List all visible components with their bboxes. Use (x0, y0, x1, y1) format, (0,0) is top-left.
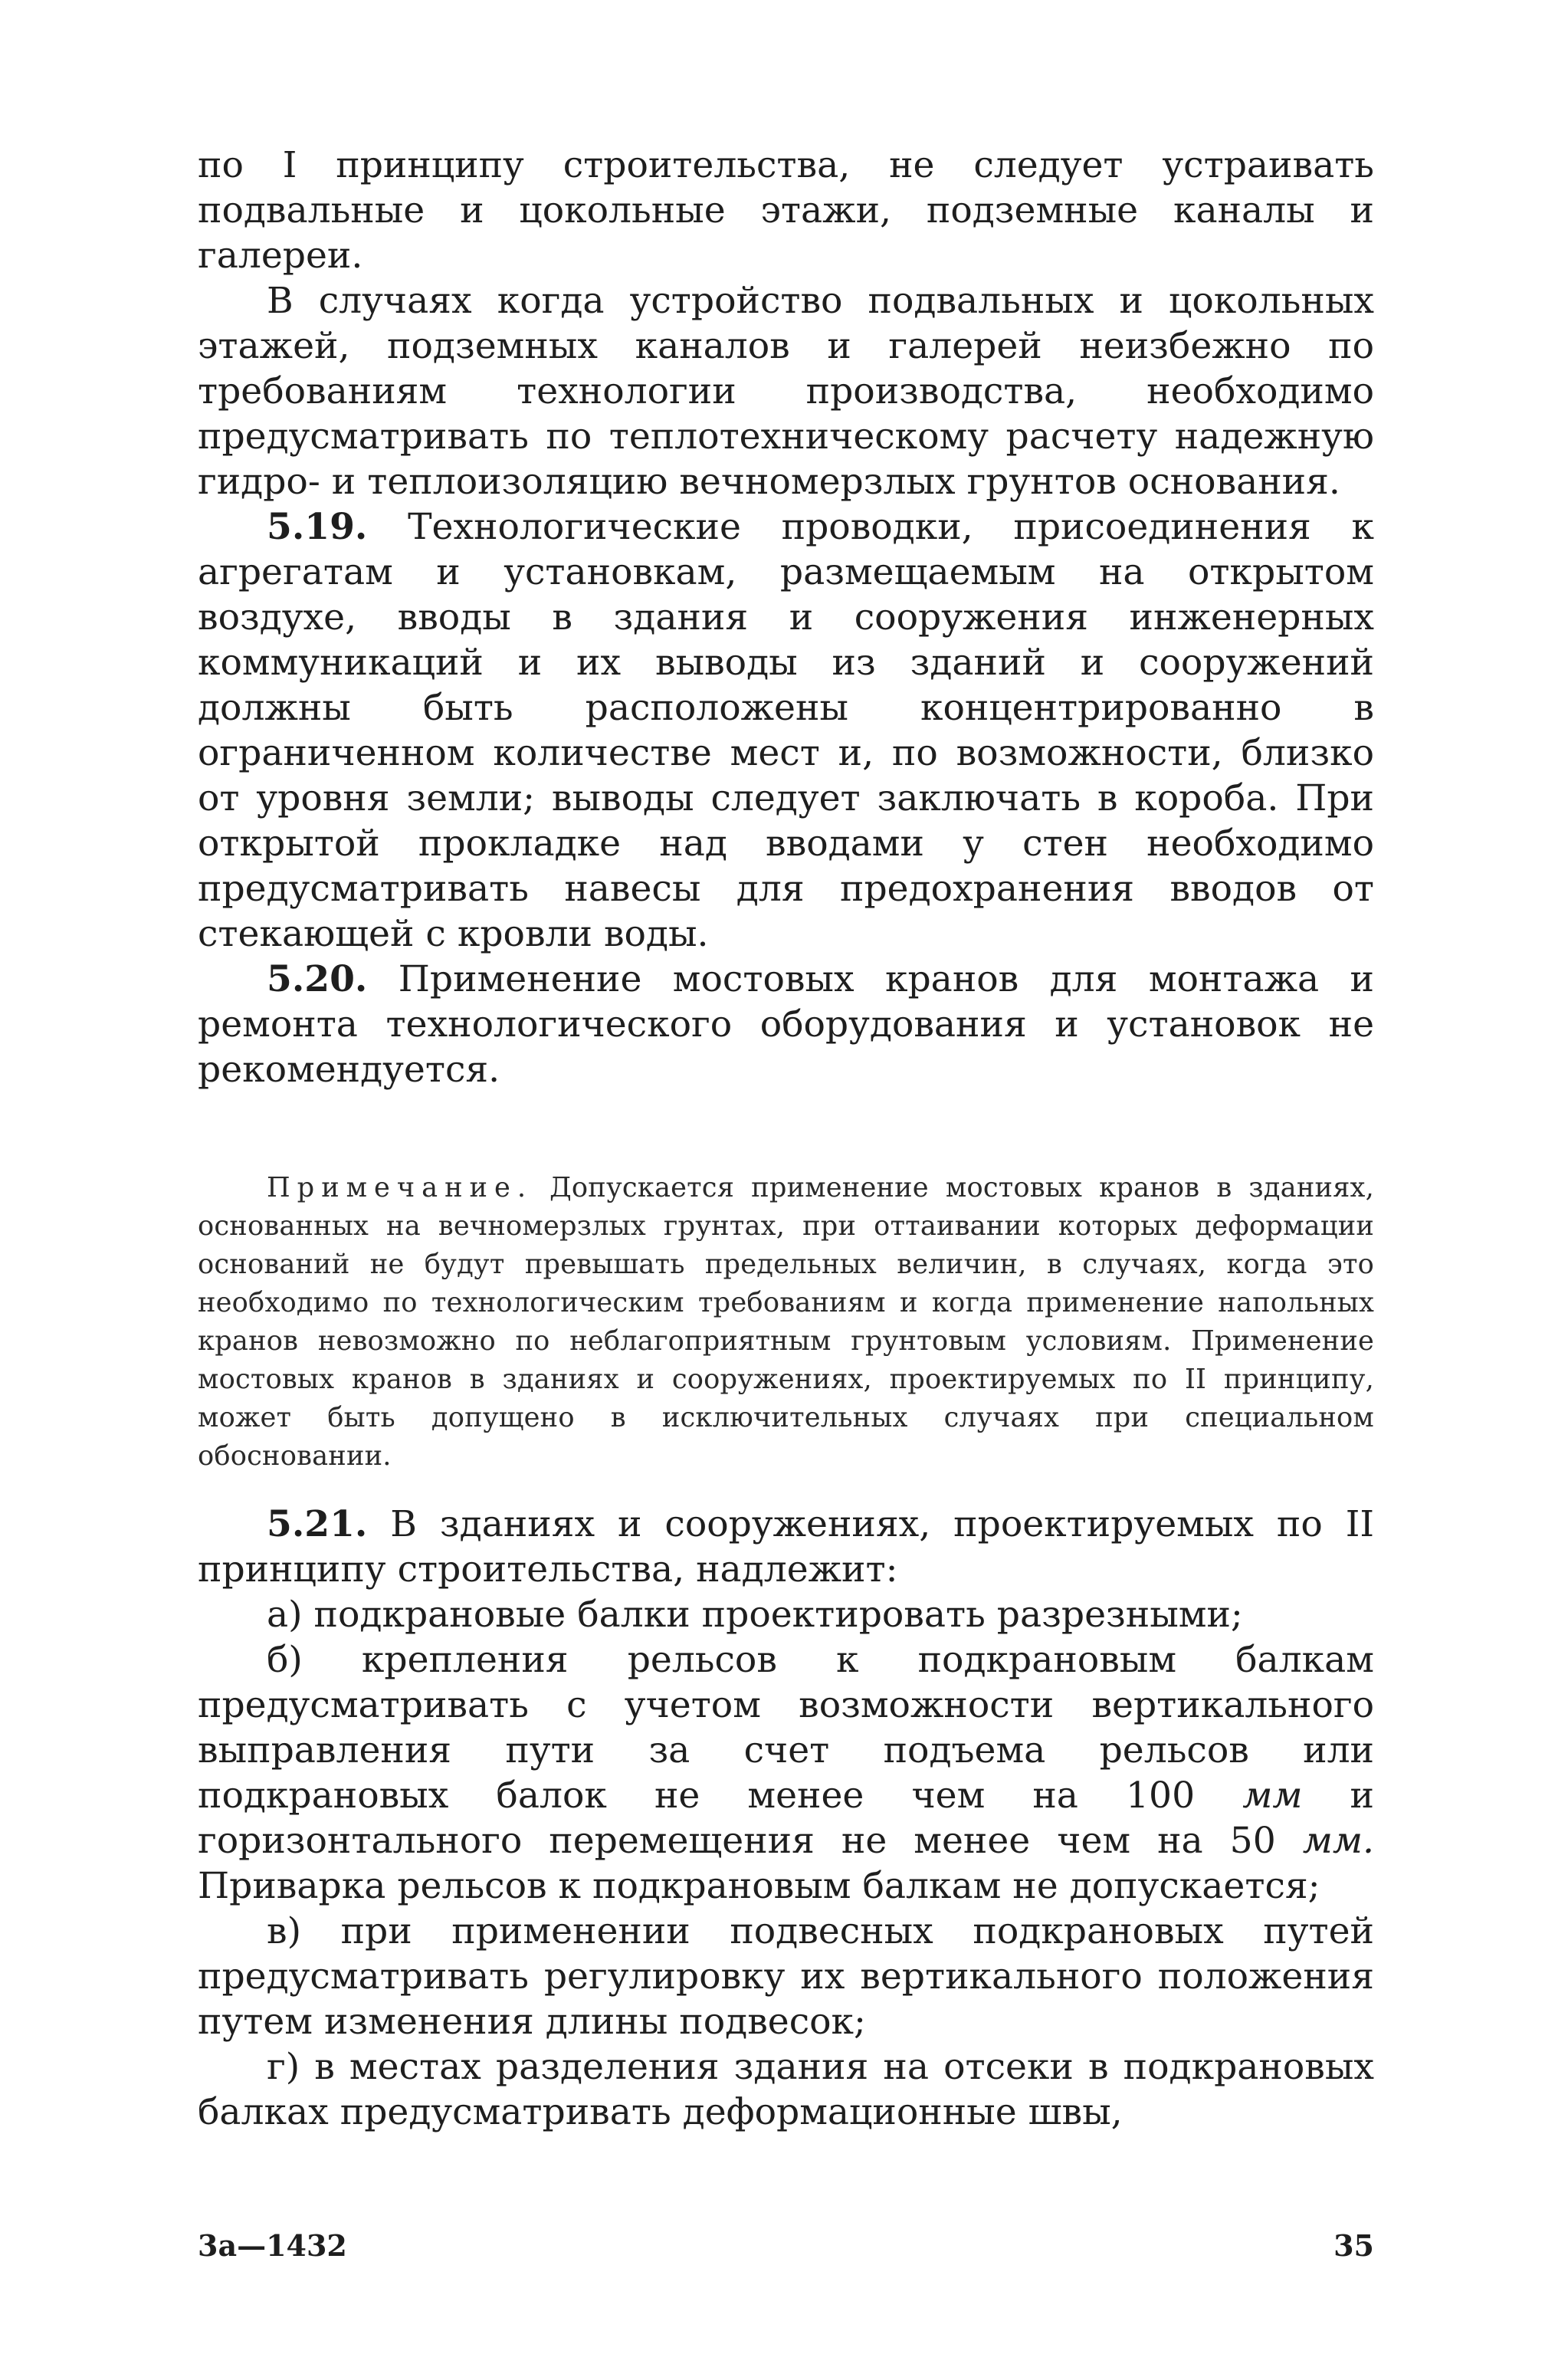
note-block (198, 1169, 1374, 1476)
clause-5-20 (198, 957, 1374, 1092)
list-item-text: г) в местах разделения здания на отсеки в подкрановых балках предусматривать деформационные швы, (198, 2046, 1374, 2133)
list-item-g (198, 2044, 1374, 2135)
unit-mm: мм (1242, 1775, 1303, 1817)
page-body (198, 143, 1374, 2135)
page-number: 35 (1333, 2228, 1374, 2263)
list-item-text: а) подкрановые балки проектировать разрезными; (267, 1594, 1243, 1636)
paragraph-continuation (198, 143, 1374, 278)
clause-5-21 (198, 1502, 1374, 1592)
list-item-text: в) при применении подвесных подкрановых путей предусматривать регулировку их вертикального положения путем изменения длины подвесок; (198, 1910, 1374, 2043)
list-item-b (198, 1637, 1374, 1909)
clause-text: В зданиях и сооружениях, проектируемых по II принципу строительства, надлежит: (198, 1503, 1374, 1591)
unit-mm: мм. (1302, 1820, 1374, 1862)
note-text: Допускается применение мостовых кранов в зданиях, основанных на вечномерзлых грунтах, при оттаивании которых деформации оснований не будут превышать предельных величин, в случаях, когда это необходимо по технологическим требованиям и когда применение напольных кранов невозможно по неблагоприятным грунтовым условиям. Применение мостовых кранов в зданиях и сооружениях, проектируемых по II принципу, может быть допущено в исключительных случаях при специальном обосновании. (198, 1172, 1374, 1472)
clause-text: Применение мостовых кранов для монтажа и ремонта технологического оборудования и установок не рекомендуется. (198, 958, 1375, 1091)
list-item-text: Приварка рельсов к подкрановым балкам не допускается; (198, 1865, 1320, 1907)
clause-number: 5.20. (267, 958, 368, 1000)
paragraph-text: по I принципу строительства, не следует устраивать подвальные и цокольные этажи, подземные каналы и галереи. (198, 144, 1374, 277)
clause-text: Технологические проводки, присоединения к агрегатам и установкам, размещаемым на открытом воздухе, вводы в здания и сооружения инженерных коммуникаций и их выводы из зданий и сооружений должны быть расположены концентрированно в ограниченном количестве мест и, по возможности, близко от уровня земли; выводы следует заключать в короба. При открытой прокладке над вводами у стен необходимо предусматривать навесы для предохранения вводов от стекающей с кровли воды. (198, 506, 1374, 955)
list-item-text: и горизонтального перемещения не менее чем на 50 (198, 1775, 1374, 1862)
paragraph-text: В случаях когда устройство подвальных и цокольных этажей, подземных каналов и галерей неизбежно по требованиям технологии производства, необходимо предусматривать по теплотехническому расчету надежную гидро- и теплоизоляцию вечномерзлых грунтов основания. (198, 280, 1374, 503)
note-label: Примечание. (267, 1172, 533, 1203)
clause-5-19 (198, 504, 1374, 957)
list-item-a (198, 1592, 1374, 1637)
clause-number: 5.21. (267, 1503, 368, 1545)
clause-number: 5.19. (267, 506, 368, 548)
printer-signature: 3a—1432 (198, 2228, 347, 2263)
list-item-text: б) крепления рельсов к подкрановым балкам предусматривать с учетом возможности вертикального выправления пути за счет подъема рельсов или подкрановых балок не менее чем на 100 (198, 1639, 1374, 1817)
paragraph-basement-cases (198, 278, 1374, 504)
list-item-v (198, 1909, 1374, 2044)
